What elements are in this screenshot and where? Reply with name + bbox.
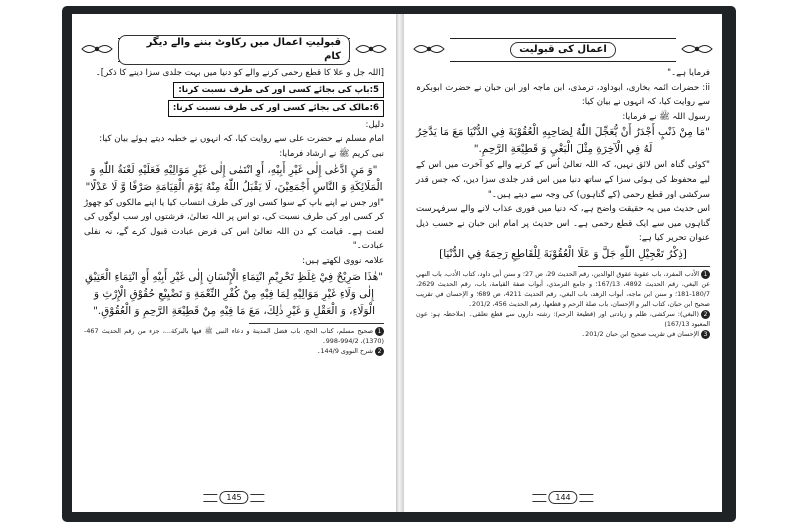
footnote: 2(البغي): سرکشی، ظلم و زیادتی اور (قطیعة الرحم): رشتہ داروں سے قطع تعلقی۔ (ملاحظہ ہو: عون المعبود 167/13) (416, 309, 710, 328)
text-line: ii: حضرات ائمہ بخاری، ابوداود، ترمذی، ابن ماجہ اور ابن حبان نے حضرت ابوبکرہ سے روایت کیا، کہ انہوں نے بیان کیا: (416, 82, 710, 108)
text-line: امام مسلم نے حضرت علی سے روایت کیا، کہ انہوں نے خطبہ دیتے ہوئے بیان کیا: (99, 134, 384, 145)
arabic-hadith: "وَ مَنِ ادَّعٰى إِلٰى غَيْرِ أَبِيْهِ، أَوِ انْتَمٰى إِلٰى غَيْرِ مَوَالِيْهِ فَعَلَيْهِ لَعْنَةُ اللّٰهِ وَ الْمَلَائِكَةِ وَ النَّاسِ أَجْمَعِيْنَ، لَا يَقْبَلُ اللّٰهُ مِنْهُ يَوْمَ الْقِيَامَةِ صَرْفًا وَّ لَا عَدْلًا" (85, 163, 383, 193)
text-line: دلیل: (365, 119, 384, 130)
ornament-icon (680, 42, 714, 56)
text-line: [اللہ جل و علا کا قطع رحمی کرنے والے کو دنیا میں بہت جلدی سزا دینے کا ذکر]۔ (95, 68, 384, 78)
text-line: علامہ نووی لکھتے ہیں: (302, 255, 384, 266)
text-line: نبی کریم ﷺ نے ارشاد فرمایا: (279, 148, 384, 159)
page-145 (72, 14, 396, 512)
page-body (84, 66, 384, 356)
boxed-heading: 5:باپ کی بجائے کسی اور کی طرف نسبت کرنا: (173, 82, 384, 99)
arabic-title: [ذِكْرُ تَعْجِيْلِ اللّٰهِ جَلَّ وَ عَلَا الْعُقُوْبَةَ لِلْقَاطِعِ رَحِمَهُ فِي الدُّنْيَا] (439, 247, 687, 260)
page-number: 145 (203, 491, 264, 504)
footnote-rule (249, 323, 384, 324)
page-144 (404, 14, 722, 512)
ornament-icon (412, 42, 446, 56)
running-header (118, 38, 350, 62)
footnote: 1صحیح مسلم، کتاب الحج، باب فضل المدینة و دعاء النبی ﷺ فیها بالبرکة...، جزء من رقم الحدیث 467-(1370)، 994/2-998۔ (84, 326, 384, 345)
book-spine (396, 14, 404, 512)
arabic-quote: "هٰذَا صَرِيْحٌ فِيْ غِلَظِ تَحْرِيْمِ انْتِمَاءِ الْإِنْسَانِ إِلٰى غَيْرِ أَبِيْهِ أَوِ انْتِمَاءِ الْعَتِيْقِ إِلٰى وَلَاءِ غَيْرِ مَوَالِيْهِ لِمَا فِيْهِ مِنْ كُفْرِ النِّعْمَةِ وَ تَضْيِيْعِ حُقُوْقِ الْإِرْثِ وَ الْوَلَاءِ، وَ الْعَقْلِ وَ غَيْرِ ذٰلِكَ، مَعَ مَا فِيْهِ مِنْ قَطِيْعَةِ الرَّحِمِ وَ الْعُقُوْقِ." (84, 270, 384, 317)
ornament-icon (354, 42, 388, 56)
header-title: اعمال کی قبولیت (510, 42, 616, 58)
footnote-rule (578, 266, 710, 267)
footnote: 1الأدب المفرد، باب عقوبة عقوق الوالدین، رقم الحدیث 29، ص 27؛ و سنن أبي داود، کتاب الأدب، باب النهي عن البغي، رقم الحدیث 4892، 167/13؛ و جامع الترمذي، أبواب صفة القیامة، باب، رقم الحدیث 2629، 180/7-181؛ و سنن ابن ماجه، أبواب الزهد، باب البغي، رقم الحدیث 4211، ص 689؛ و الإحسان في تقریب صحیح ابن حبان، کتاب البر و الإحسان، باب صلة الرحم و قطعها، رقم الحدیث 456، 201/2۔ (416, 269, 711, 308)
running-header (450, 38, 676, 62)
ornament-icon (80, 42, 114, 56)
page-number: 144 (532, 491, 593, 504)
arabic-hadith: "مَا مِنْ ذَنْبٍ أَجْدَرُ أَنْ يُّعَجِّلَ اللّٰهُ لِصَاحِبِهِ الْعُقُوْبَةَ فِي الدُّنْيَا مَعَ مَا يَدَّخِرُ لَهُ فِي الْآخِرَةِ مِثْلَ الْبَغْيِ وَ قَطِيْعَةِ الرَّحِمِ." (416, 126, 710, 156)
header-title: قبولیتِ اعمال میں رکاوٹ بننے والے دیگر کام (118, 35, 350, 65)
page-body (416, 66, 710, 339)
text-line: فرمایا ہے۔" (667, 68, 710, 78)
footnote: 2شرح النووی 144/9۔ (84, 346, 384, 356)
text-line: اس حدیث میں یہ حقیقت واضح ہے، کہ دنیا میں فوری عذاب لانے والے سرفہرست گناہوں میں سے ایک قطع رحمی ہے۔ اس حدیث پر امام ابن حبان نے حسب ذیل عنوان تحریر کیا ہے: (416, 204, 710, 244)
text-line: رسول اللہ ﷺ نے فرمایا: (622, 111, 710, 122)
translation: "اور جس نے اپنے باپ کے سوا کسی اور کی طرف انتساب کیا یا اپنے مالکوں کو چھوڑ کر کسی اور کی طرف نسبت کی، تو اس پر اللہ تعالیٰ، فرشتوں اور سب لوگوں کی لعنت ہے۔ قیامت کے دن اللہ تعالیٰ اس کی فرض عبادت قبول کرے گے، نہ نفلی عبادت۔" (84, 197, 384, 252)
footnote: 3الإحسان في تقریب صحیح ابن حبان 201/2۔ (416, 329, 710, 339)
translation: "کوئی گناہ اس لائق نہیں، کہ اللہ تعالیٰ اُس کے کرنے والے کو آخرت میں اس کے لیے محفوظ کی ہوئی سزا کے ساتھ دنیا میں اس قدر جلدی سزا دیں، کہ جس قدر سرکشی اور قطع رحمی (کے گناہوں) کی وجہ سے دیتے ہیں۔" (416, 160, 710, 200)
boxed-heading: 6:مالک کی بجائے کسی اور کی طرف نسبت کرنا: (168, 100, 384, 117)
